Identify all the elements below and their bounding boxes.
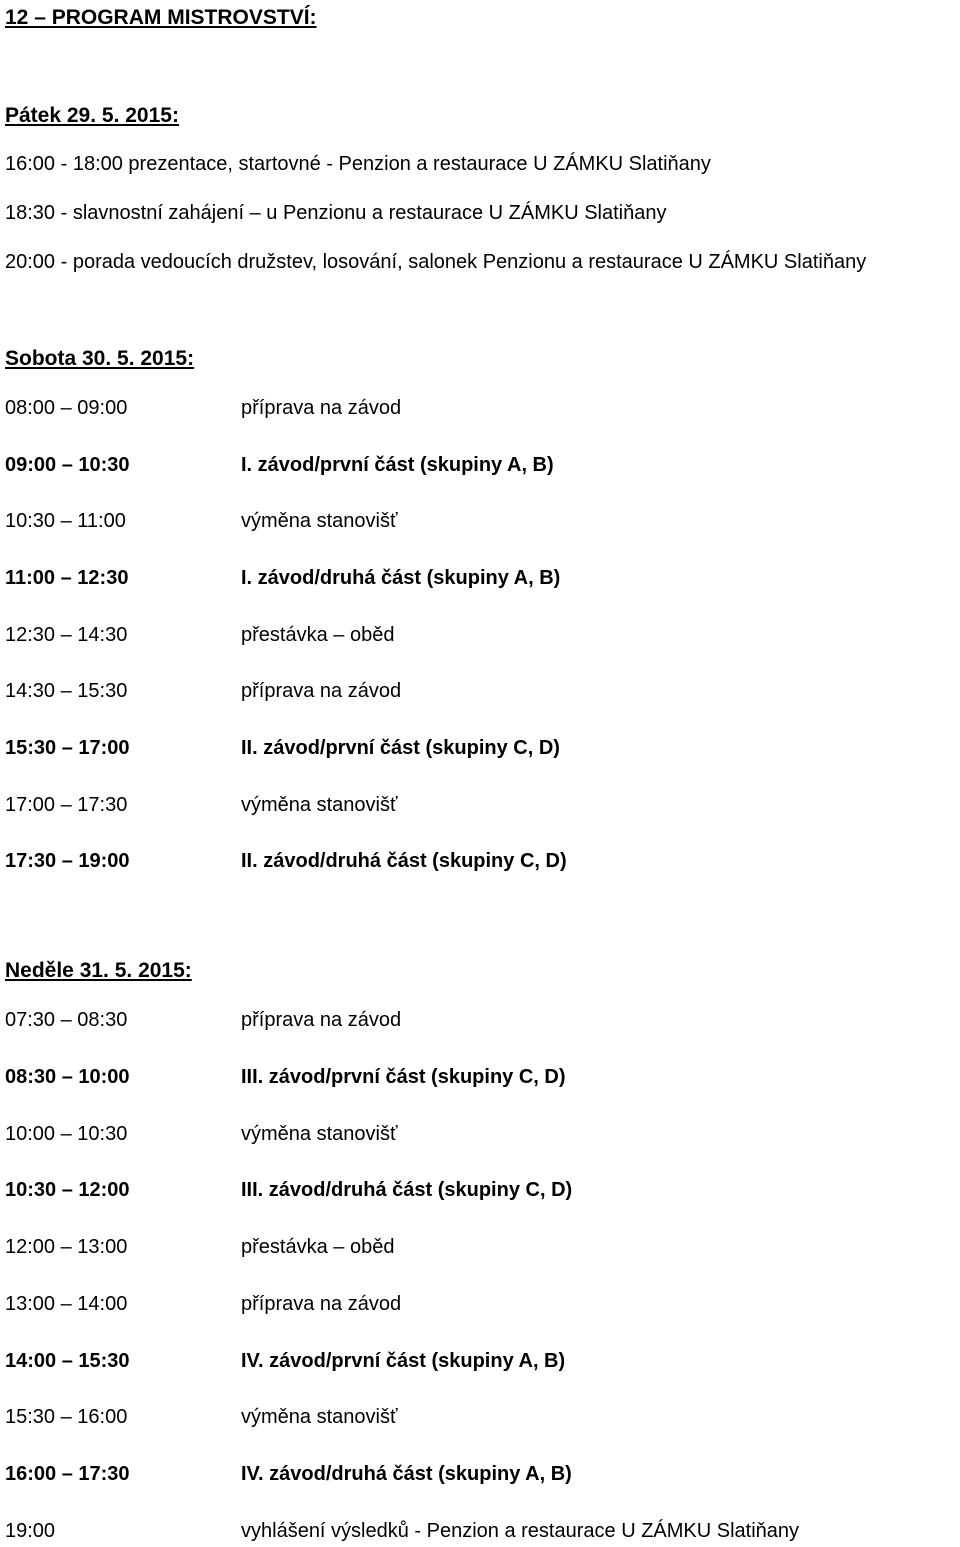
schedule-time: 07:30 – 08:30 [5, 1009, 128, 1031]
schedule-row [5, 1235, 394, 1259]
schedule-time: 14:30 – 15:30 [5, 680, 128, 702]
schedule-time: 13:00 – 14:00 [5, 1293, 128, 1315]
schedule-activity: III. závod/druhá část (skupiny C, D) [241, 1179, 573, 1201]
schedule-time: 17:00 – 17:30 [5, 794, 128, 816]
schedule-time: 09:00 – 10:30 [5, 454, 130, 476]
schedule-time: 10:00 – 10:30 [5, 1123, 128, 1145]
schedule-activity: výměna stanovišť [241, 510, 398, 532]
schedule-row [5, 566, 560, 590]
schedule-activity: I. závod/druhá část (skupiny A, B) [241, 567, 561, 589]
schedule-time: 15:30 – 17:00 [5, 737, 130, 759]
schedule-activity: příprava na závod [241, 1293, 402, 1315]
schedule-row [5, 1519, 799, 1543]
schedule-row [5, 679, 401, 703]
schedule-time: 16:00 – 17:30 [5, 1463, 130, 1485]
schedule-activity: IV. závod/druhá část (skupiny A, B) [241, 1463, 572, 1485]
schedule-time: 17:30 – 19:00 [5, 850, 130, 872]
schedule-time: 08:00 – 09:00 [5, 397, 128, 419]
schedule-activity: IV. závod/první část (skupiny A, B) [241, 1350, 566, 1372]
friday-item: 16:00 - 18:00 prezentace, startovné - Penzion a restaurace U ZÁMKU Slatiňany [5, 153, 711, 175]
schedule-row [5, 509, 397, 533]
schedule-row [5, 1178, 572, 1202]
sunday-heading: Neděle 31. 5. 2015: [5, 959, 192, 982]
saturday-heading: Sobota 30. 5. 2015: [5, 347, 195, 370]
schedule-time: 10:30 – 11:00 [5, 510, 126, 532]
schedule-row [5, 1065, 566, 1089]
schedule-activity: vyhlášení výsledků - Penzion a restaurace U ZÁMKU Slatiňany [241, 1520, 800, 1542]
schedule-row [5, 453, 554, 477]
schedule-time: 12:00 – 13:00 [5, 1236, 128, 1258]
friday-item: 20:00 - porada vedoucích družstev, losování, salonek Penzionu a restaurace U ZÁMKU Slatiňany [5, 251, 867, 273]
schedule-activity: přestávka – oběd [241, 1236, 395, 1258]
schedule-time: 19:00 [5, 1520, 56, 1542]
schedule-time: 08:30 – 10:00 [5, 1066, 130, 1088]
schedule-row [5, 1349, 565, 1373]
schedule-activity: příprava na závod [241, 397, 402, 419]
schedule-time: 10:30 – 12:00 [5, 1179, 130, 1201]
schedule-row [5, 623, 394, 647]
schedule-row [5, 1008, 401, 1032]
schedule-activity: III. závod/první část (skupiny C, D) [241, 1066, 566, 1088]
page-title: 12 – PROGRAM MISTROVSTVÍ: [5, 6, 317, 29]
schedule-activity: I. závod/první část (skupiny A, B) [241, 454, 554, 476]
schedule-time: 14:00 – 15:30 [5, 1350, 130, 1372]
schedule-activity: přestávka – oběd [241, 624, 395, 646]
schedule-activity: II. závod/druhá část (skupiny C, D) [241, 850, 567, 872]
schedule-time: 11:00 – 12:30 [5, 567, 129, 589]
schedule-time: 12:30 – 14:30 [5, 624, 128, 646]
schedule-activity: II. závod/první část (skupiny C, D) [241, 737, 560, 759]
friday-heading: Pátek 29. 5. 2015: [5, 104, 179, 127]
schedule-time: 15:30 – 16:00 [5, 1406, 128, 1428]
schedule-activity: výměna stanovišť [241, 1406, 398, 1428]
schedule-activity: příprava na závod [241, 1009, 402, 1031]
schedule-activity: příprava na závod [241, 680, 402, 702]
friday-item: 18:30 - slavnostní zahájení – u Penzionu a restaurace U ZÁMKU Slatiňany [5, 202, 667, 224]
schedule-row [5, 793, 397, 817]
schedule-activity: výměna stanovišť [241, 1123, 398, 1145]
schedule-row [5, 736, 560, 760]
schedule-row [5, 1292, 401, 1316]
schedule-row [5, 396, 401, 420]
schedule-row [5, 849, 567, 873]
schedule-row [5, 1405, 397, 1429]
schedule-row [5, 1462, 572, 1486]
schedule-row [5, 1122, 397, 1146]
schedule-activity: výměna stanovišť [241, 794, 398, 816]
